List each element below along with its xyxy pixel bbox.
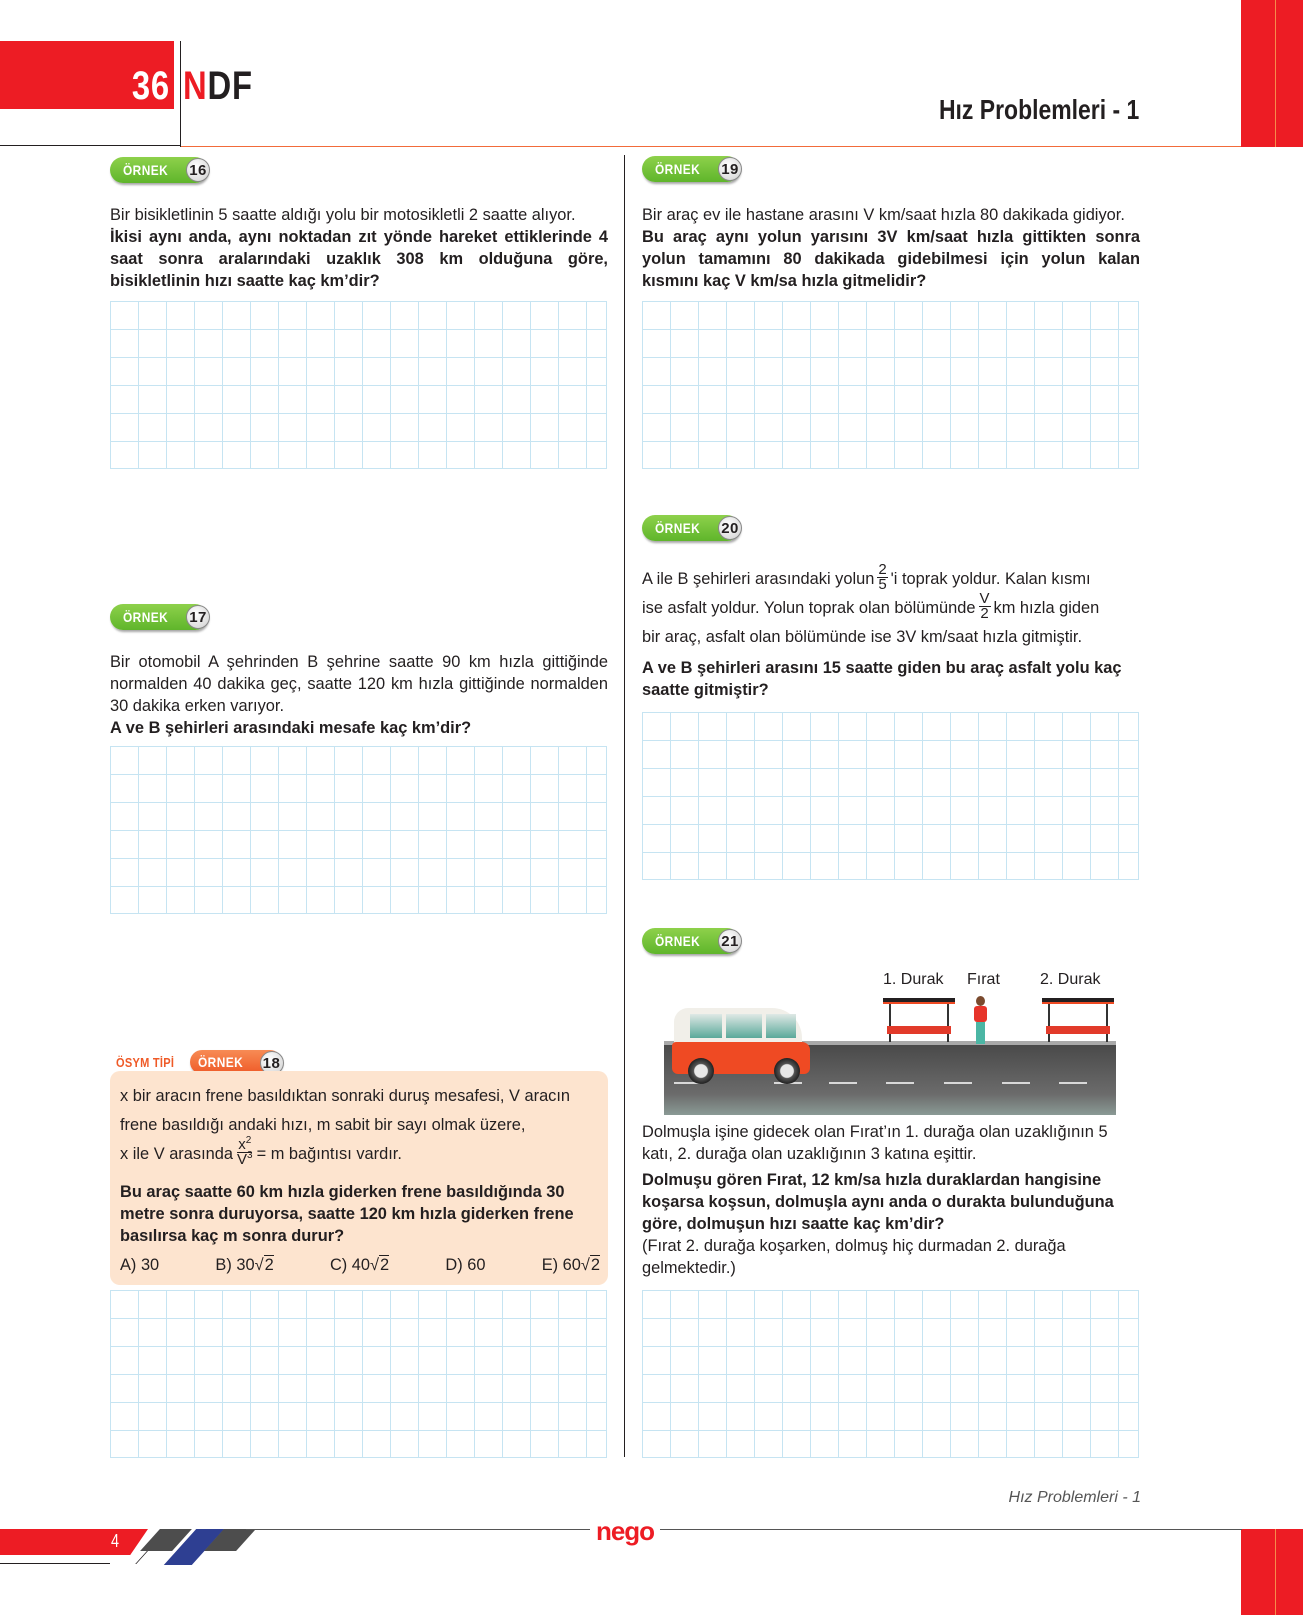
example-18-text [120, 1082, 606, 1169]
footer-title: Hız Problemleri - 1 [1008, 1489, 1141, 1506]
choice-label: C) 40 [329, 1256, 371, 1274]
footer-underline [0, 1563, 110, 1564]
frac-den: 5 [878, 576, 887, 594]
badge-number: 20 [718, 516, 742, 540]
side-tab-top [1241, 0, 1303, 147]
fraction-v-2 [979, 592, 991, 621]
bus-stop-2-shelter-icon [1042, 998, 1114, 1043]
scratch-grid-20[interactable] [642, 712, 1139, 880]
badge-pill [642, 156, 740, 182]
scratch-grid-16[interactable] [110, 301, 607, 469]
sqrt-radicand: 2 [590, 1256, 600, 1274]
brand-letter-n: N [183, 64, 208, 108]
fraction-x2-over-v3 [236, 1135, 254, 1169]
badge-number: 19 [718, 157, 742, 181]
example-20-line3: bir araç, asfalt olan bölümünde ise 3V km/saat hızla gitmiştir. [642, 628, 1083, 647]
road-dash [944, 1082, 972, 1084]
header-brand [183, 66, 253, 106]
road-dash [1059, 1082, 1087, 1084]
example-badge-19 [642, 156, 740, 182]
example-16-question: İkisi aynı anda, aynı noktadan zıt yönde hareket ettiklerinde 4 saat sonra aralarındaki uzaklık 308 km olduğuna göre, bisikletlinin hızı saatte kaç km’dir? [110, 228, 608, 290]
example-21-statement: Dolmuşla işine gidecek olan Fırat’ın 1. durağa olan uzaklığının 5 katı, 2. durağa olan uzaklığının 3 katına eşittir. [642, 1123, 1108, 1163]
road-dash [886, 1082, 914, 1084]
example-20-text [642, 561, 1142, 652]
line3-post: = m bağıntısı vardır. [256, 1145, 402, 1163]
example-19-statement: Bir araç ev ile hastane arasını V km/saat hızla 80 dakikada gidiyor. [642, 206, 1125, 224]
badge-label: ÖRNEK [655, 520, 701, 536]
badge-label: ÖRNEK [198, 1054, 244, 1070]
choice-b[interactable]: B) 30√2 [215, 1256, 274, 1274]
example-19-text [642, 204, 1140, 292]
example-16-statement: Bir bisikletlinin 5 saatte aldığı yolu bir motosikletli 2 saatte alıyor. [110, 206, 576, 224]
frac-num-exp: 2 [245, 1135, 252, 1147]
example-20-question: A ve B şehirleri arasını 15 saatte giden bu araç asfalt yolu kaç saatte gitmiştir? [642, 659, 1122, 699]
column-divider [624, 155, 625, 1457]
badge-number: 17 [186, 605, 210, 629]
badge-label: ÖRNEK [655, 933, 701, 949]
badge-pill [110, 157, 208, 183]
line2-post: km hızla giden [993, 599, 1100, 618]
line2-pre: ise asfalt yoldur. Yolun toprak olan bölümünde [642, 599, 976, 618]
badge-label: ÖRNEK [655, 161, 701, 177]
example-18-line2: frene basıldığı andaki hızı, m sabit bir sayı olmak üzere, [120, 1116, 526, 1134]
choice-a[interactable] [120, 1256, 159, 1275]
footer-rule [246, 1529, 1242, 1530]
sqrt-radicand: 2 [264, 1256, 274, 1274]
brand-letters-df: DF [207, 64, 253, 108]
frac-num: x [238, 1136, 246, 1154]
example-18-line3 [120, 1135, 606, 1169]
example-badge-17 [110, 604, 208, 630]
badge-number: 16 [186, 158, 210, 182]
frac-den: V [236, 1151, 247, 1169]
badge-pill [642, 928, 740, 954]
example-20-line1 [642, 561, 1142, 594]
sqrt-radicand: 2 [380, 1256, 390, 1274]
header-rule-black [0, 145, 181, 146]
frac-num: V [979, 590, 990, 608]
example-17-statement: Bir otomobil A şehrinden B şehrine saatte 90 km hızla gittiğinde normalden 40 dakika geç, saatte 120 km hızla gittiğinde normalden 30 dakika erken varıyor. [110, 653, 608, 715]
header-rule-orange [181, 146, 1242, 147]
choice-d[interactable] [445, 1256, 485, 1275]
fraction-2-5 [877, 563, 887, 592]
choice-c[interactable]: C) 40√2 [329, 1256, 390, 1274]
example-17-text [110, 651, 608, 739]
stop2-label: 2. Durak [1040, 971, 1101, 988]
stop1-label: 1. Durak [883, 971, 944, 988]
badge-number: 18 [260, 1051, 284, 1075]
scratch-grid-21[interactable] [642, 1290, 1139, 1458]
header-chapter-number: 36 [131, 64, 170, 108]
osym-type-label: ÖSYM TİPİ [116, 1054, 175, 1070]
example-badge-20 [642, 515, 740, 541]
example-19-question: Bu araç aynı yolun yarısını 3V km/saat hızla gittikten sonra yolun tamamını 80 dakikada gidebilmesi için yolun kalan kısmını kaç V km/sa hızla gitmelidir? [642, 228, 1140, 290]
badge-pill [110, 604, 208, 630]
person-label: Fırat [967, 971, 1000, 988]
line1-post: 'i toprak yoldur. Kalan kısmı [890, 570, 1091, 588]
example-18-question: Bu araç saatte 60 km hızla giderken frene basıldığında 30 metre sonra duruyorsa, saatte 120 km hızla giderken frene basılırsa kaç m sonra durur? [120, 1183, 574, 1245]
example-16-text [110, 204, 608, 292]
frac-den-exp: 3 [247, 1150, 253, 1162]
frac-num: 2 [878, 561, 887, 579]
bus-stop-illustration [664, 965, 1116, 1115]
person-firat-icon [972, 996, 988, 1046]
road-dash [1002, 1082, 1030, 1084]
answer-choices [120, 1256, 600, 1275]
example-badge-21 [642, 928, 740, 954]
side-tab-bottom [1241, 1529, 1303, 1615]
badge-number: 21 [718, 929, 742, 953]
scratch-grid-19[interactable] [642, 301, 1139, 469]
choice-label: D) 60 [445, 1256, 486, 1274]
page-number: 4 [111, 1531, 120, 1551]
frac-den: 2 [980, 605, 989, 623]
badge-label: ÖRNEK [123, 162, 169, 178]
bus-stop-1-shelter-icon [883, 998, 955, 1043]
example-badge-16 [110, 157, 208, 183]
line1-pre: A ile B şehirleri arasındaki yolun [642, 570, 875, 588]
publisher-logo: nego [590, 1515, 660, 1547]
choice-e[interactable]: E) 60√2 [541, 1256, 600, 1274]
choice-label: A) 30 [120, 1256, 160, 1274]
choice-label: E) 60 [541, 1256, 581, 1274]
badge-pill [642, 515, 740, 541]
scratch-grid-17[interactable] [110, 746, 607, 914]
page-title: Hız Problemleri - 1 [938, 94, 1139, 125]
scratch-grid-18[interactable] [110, 1290, 607, 1458]
header-divider [180, 41, 181, 147]
example-17-question: A ve B şehirleri arasındaki mesafe kaç km’dir? [110, 719, 472, 737]
example-20-line2 [642, 590, 1142, 623]
example-21-question: Dolmuşu gören Fırat, 12 km/sa hızla duraklardan hangisine koşarsa koşsun, dolmuşla aynı anda o durakta bulunduğuna göre, dolmuşun hızı saatte kaç km’dir? [642, 1171, 1114, 1233]
example-18-line1: x bir aracın frene basıldıktan sonraki duruş mesafesi, V aracın [120, 1087, 571, 1105]
example-21-note: (Fırat 2. durağa koşarken, dolmuş hiç durmadan 2. durağa gelmektedir.) [642, 1237, 1066, 1277]
choice-label: B) 30 [215, 1256, 255, 1274]
road-dash [829, 1082, 857, 1084]
line3-pre: x ile V arasında [120, 1145, 233, 1163]
badge-label: ÖRNEK [123, 609, 169, 625]
minibus-icon [670, 1008, 810, 1078]
